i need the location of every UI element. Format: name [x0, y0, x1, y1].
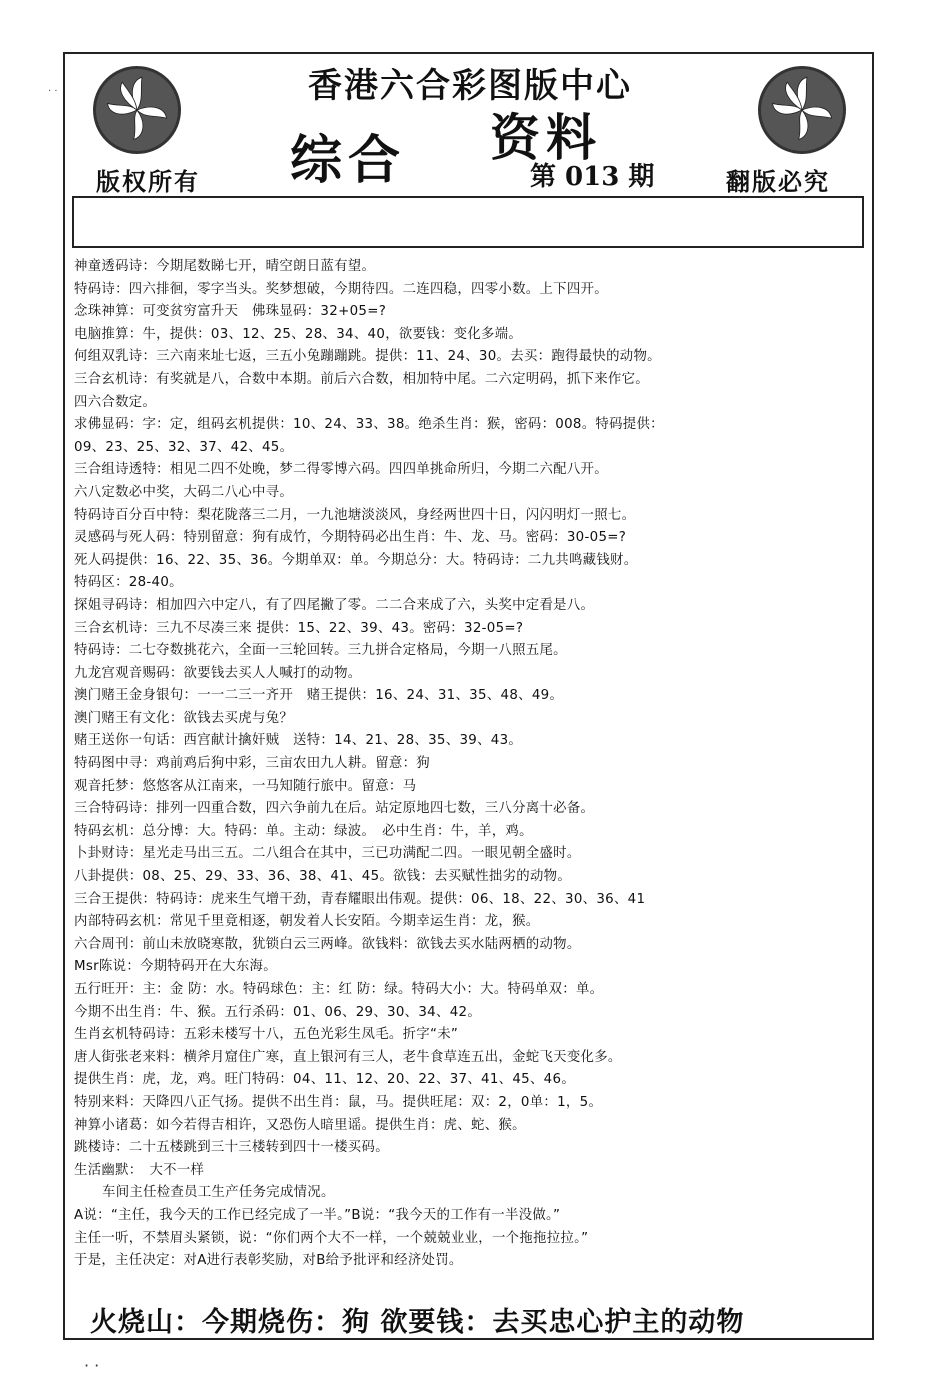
content-line: 六合周刊：前山未放晓寒散，犹锁白云三两峰。欲钱料：欲钱去买水陆两栖的动物。 — [74, 936, 581, 952]
blank-banner-box — [72, 196, 864, 248]
content-line: 三合组诗透特：相见二四不处晚，梦二得零博六码。四四单挑命所归，今期二六配八开。 — [74, 462, 608, 478]
bauhinia-emblem-left-icon — [93, 66, 181, 154]
content-line: 神算小诸葛：如今若得吉相许，又恐伤人暗里谣。提供生肖：虎、蛇、猴。 — [74, 1117, 526, 1133]
content-line: 特别来料：天降四八正气扬。提供不出生肖：鼠，马。提供旺尾：双：2，0单：1，5。 — [74, 1094, 603, 1110]
content-lines — [74, 256, 864, 1273]
content-line: Msr陈说：今期特码开在大东海。 — [74, 959, 277, 975]
content-line: 跳楼诗：二十五楼跳到三十三楼转到四十一楼买码。 — [74, 1140, 389, 1156]
content-line: 求佛显码：字：定，组码玄机提供：10、24、33、38。绝杀生肖：猴，密码：008。特码提供： — [74, 417, 664, 433]
content-line: 九龙宫观音赐码：欲要钱去买人人喊打的动物。 — [74, 665, 362, 681]
main-title-part-a: 综合 — [290, 130, 407, 191]
content-line: 三合玄机诗：三九不尽凑三来 提供：15、22、39、43。密码：32-05=? — [74, 620, 524, 636]
content-line: 五行旺开：主：金 防：水。特码球色：主：红 防：绿。特码大小：大。特码单双：单。 — [74, 982, 604, 997]
content-line: 生肖玄机特码诗：五彩未楼写十八，五色光彩生凤毛。折字“未” — [74, 1027, 459, 1043]
footer-slogan: 火烧山：今期烧伤：狗 欲要钱：去买忠心护主的动物 — [90, 1307, 745, 1338]
no-reprint-note: 翻版必究 — [726, 167, 830, 196]
content-line: 生活幽默： 大不一样 — [74, 1162, 205, 1178]
content-line: 四六合数定。 — [74, 394, 157, 410]
content-line: 今期不出生肖：牛、猴。五行杀码：01、06、29、30、34、42。 — [74, 1004, 482, 1020]
main-title-part-b: 资料 — [490, 108, 602, 167]
content-line: 于是，主任决定：对A进行表彰奖励，对B给予批评和经济处罚。 — [74, 1253, 463, 1269]
content-line: 神童透码诗：今期尾数睇七开，晴空朗日蓝有望。 — [74, 259, 376, 274]
content-line: 观音托梦：悠悠客从江南来，一马知随行旅中。留意：马 — [74, 778, 417, 794]
content-line: 09、23、25、32、37、42、45。 — [74, 439, 294, 455]
copyright-note: 版权所有 — [96, 167, 200, 196]
bauhinia-emblem-right-icon — [758, 66, 846, 154]
content-line: 特码诗：二七夺数挑花六，全面一三轮回转。三九拼合定格局，今期一八照五尾。 — [74, 643, 567, 659]
issue-number: 第 013 期 — [530, 162, 655, 192]
content-line: 八卦提供：08、25、29、33、36、38、41、45。欲钱：去买赋性拙劣的动物。 — [74, 869, 572, 885]
content-line: 唐人街张老来料：横斧月窟住广寒，直上银河有三人，老牛食草连五出，金蛇飞天变化多。 — [74, 1049, 622, 1065]
content-line: 赌王送你一句话：西宫献计擒奸贼 送特：14、21、28、35、39、43。 — [74, 733, 523, 749]
scan-mark-bottom: · · — [84, 1356, 100, 1375]
content-line: 电脑推算：牛，提供：03、12、25、28、34、40，欲要钱：变化多端。 — [74, 326, 523, 342]
scan-mark-top: · · — [48, 86, 58, 97]
content-line: 车间主任检查员工生产任务完成情况。 — [102, 1185, 335, 1201]
content-line: 内部特码玄机：常见千里竟相逐，朝发着人长安陌。今期幸运生肖：龙，猴。 — [74, 914, 540, 930]
content-line: 死人码提供：16、22、35、36。今期单双：单。今期总分：大。特码诗：二九共鸣藏钱财。 — [74, 552, 638, 568]
content-line: 何组双乳诗：三六南来址七返，三五小兔蹦蹦跳。提供：11、24、30。去买：跑得最快的动物。 — [74, 349, 661, 365]
content-line: 三合特码诗：排列一四重合数，四六争前九在后。站定原地四七数，三八分离十必备。 — [74, 801, 595, 817]
content-line: 特码诗：四六排徊，零字当头。奖梦想破，今期待四。二连四稳，四零小数。上下四开。 — [74, 281, 608, 297]
content-line: 三合王提供：特码诗：虎来生气增干劲，青春耀眼出伟观。提供：06、18、22、30、36、41 — [74, 891, 646, 907]
content-line: 澳门赌王金身银句：一一二三一齐开 赌王提供：16、24、31、35、48、49。 — [74, 688, 564, 704]
content-line: 主任一听，不禁眉头紧锁，说：“你们两个大不一样，一个兢兢业业，一个拖拖拉拉。” — [74, 1230, 589, 1246]
content-line: 三合玄机诗：有奖就是八，合数中本期。前后六合数，相加特中尾。二六定明码，抓下来作它。 — [74, 371, 650, 387]
content-line: 特码区：28-40。 — [74, 575, 183, 591]
content-line: 提供生肖：虎，龙，鸡。旺门特码：04、11、12、20、22、37、41、45、46。 — [74, 1072, 576, 1088]
content-line: 卜卦财诗：星光走马出三五。二八组合在其中，三已功满配二四。一眼见朝全盛时。 — [74, 846, 581, 862]
content-line: 特码玄机：总分博：大。特码：单。主动：绿波。 必中生肖：牛，羊，鸡。 — [74, 823, 533, 839]
content-line: 念珠神算：可变贫穷富升天 佛珠显码：32+05=? — [74, 304, 387, 320]
content-line: 特码图中寻：鸡前鸡后狗中彩，三亩农田九人耕。留意：狗 — [74, 756, 430, 772]
content-line: 六八定数必中奖，大码二八心中寻。 — [74, 484, 294, 500]
content-line: 澳门赌王有文化：欲钱去买虎与兔？ — [74, 710, 294, 726]
publisher-title: 香港六合彩图版中心 — [308, 66, 632, 106]
content-line: 灵感码与死人码：特别留意：狗有成竹，今期特码必出生肖：牛、龙、马。密码：30-05=? — [74, 530, 627, 546]
content-line: A说：“主任，我今天的工作已经完成了一半。”B说：“我今天的工作有一半没做。” — [74, 1207, 561, 1223]
content-line: 特码诗百分百中特：梨花陇落三二月，一九池塘淡淡风，身经两世四十日，闪闪明灯一照七。 — [74, 507, 636, 523]
content-line: 探姐寻码诗：相加四六中定八，有了四尾撇了零。二二合来成了六，头奖中定看是八。 — [74, 597, 595, 613]
